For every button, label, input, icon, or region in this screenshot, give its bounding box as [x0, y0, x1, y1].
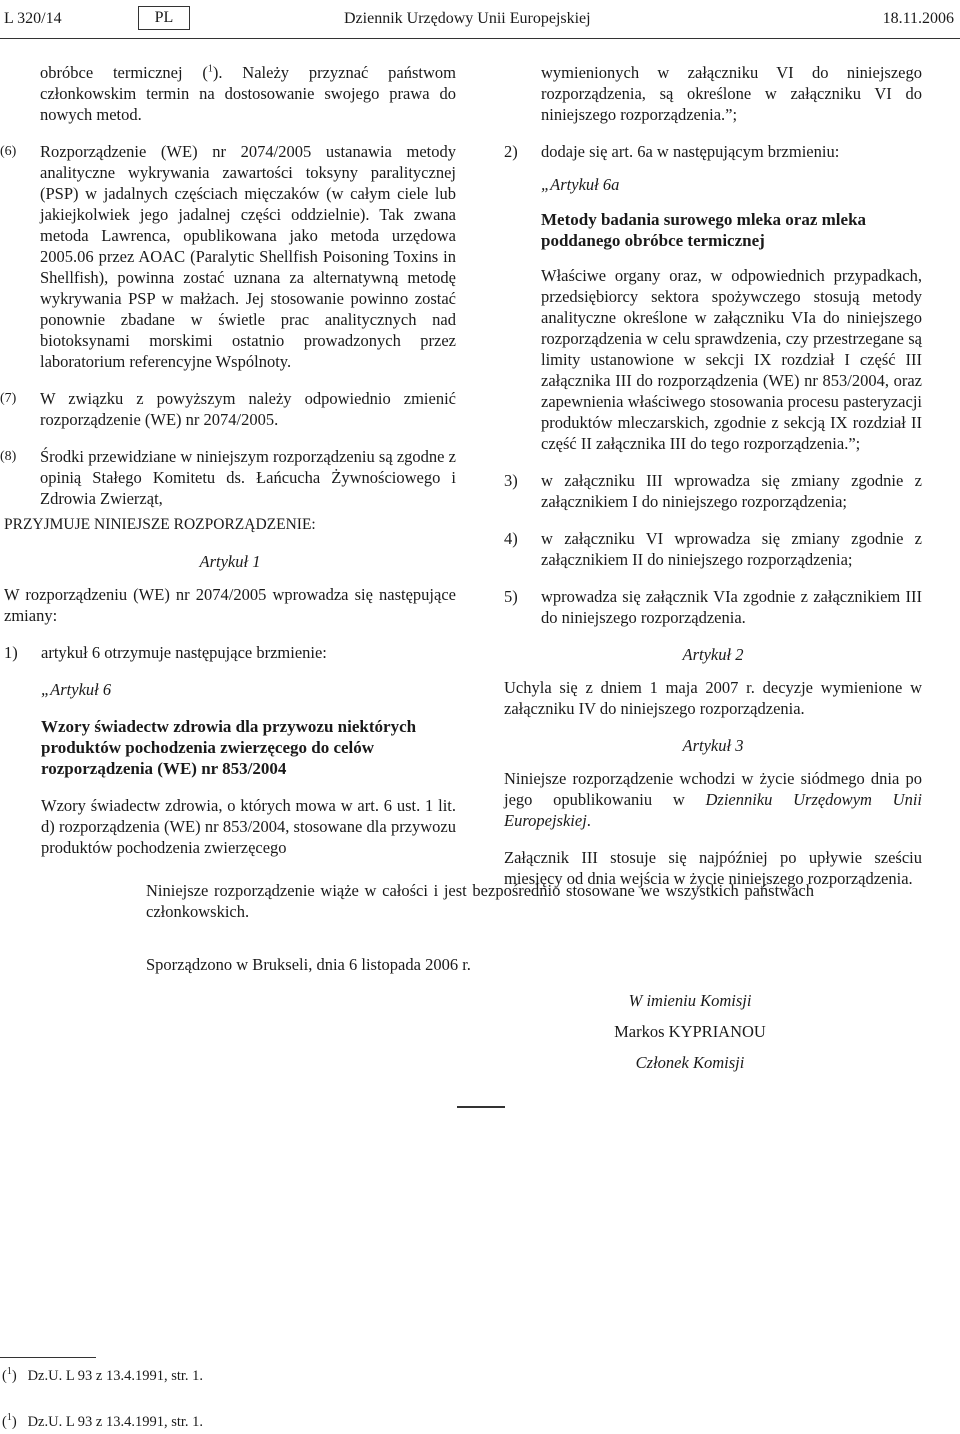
amendment-item-1 — [4, 642, 456, 663]
recital-text: Środki przewidziane w niniejszym rozporządzeniu są zgodne z opinią Stałego Komitetu ds. Łańcucha Żywnościowego i Zdrowia Zwierząt, — [40, 447, 456, 508]
quoted-article-heading: Wzory świadectw zdrowia dla przywozu niektórych produktów pochodzenia zwierzęcego do celów rozporządzenia (WE) nr 853/2004 — [41, 717, 417, 778]
footnote-mark: 1 — [6, 1366, 12, 1378]
place-date-clause — [146, 954, 814, 975]
recital-continuation-text-end: ). Należy przyznać państwom członkowskim termin na dostosowanie swojego prawa do nowych metod. — [40, 63, 456, 124]
publication-date: 18.11.2006 — [882, 10, 954, 27]
amendment-item-4 — [504, 528, 922, 570]
item-number: 3) — [504, 471, 518, 490]
item-text: dodaje się art. 6a w następującym brzmieniu: — [541, 142, 840, 161]
item-number: 1) — [4, 643, 18, 662]
article-2-title: Artykuł 2 — [682, 645, 744, 664]
recital-number: (7) — [0, 391, 17, 406]
item-number: 4) — [504, 529, 518, 548]
article-3-text-b: . — [586, 811, 591, 830]
quoted-article-text: Właściwe organy oraz, w odpowiednich przypadkach, przedsiębiorcy sektora spożywczego stosują metody analityczne określone w załączniku VIa do niniejszego rozporządzenia w celu sprawdzenia, czy przestrzegane są limity ustanowione w sekcji IX rozdział I część III załącznika III do rozporządzenia (WE) nr 853/2004, oraz zapewnienia właściwego stosowania procesu pasteryzacji produktów mleczarskich, zgodnie z sekcją IX rozdział II część II załącznika III do tego rozporządzenia.”; — [541, 266, 922, 453]
footnote-mark: 1 — [6, 1412, 12, 1424]
quoted-article-6a — [504, 174, 922, 454]
footnote-text: Dz.U. L 93 z 13.4.1991, str. 1. — [27, 1368, 204, 1384]
quoted-article-title: „Artykuł 6a — [541, 175, 620, 194]
quoted-article-6-continued — [504, 62, 922, 125]
footnote-marker: 1 — [207, 63, 213, 75]
end-rule — [457, 1106, 505, 1108]
footnote-1: ($^1$) Dz.U. L 93 z 13.4.1991, str. 1. — [2, 1366, 204, 1384]
journal-name: Dzienniku Urzędowym Unii Europejskiej — [504, 790, 922, 830]
item-text: w załączniku VI wprowadza się zmiany zgodnie z załącznikiem II do niniejszego rozporządzenia; — [541, 529, 922, 569]
quoted-article-6 — [4, 679, 456, 858]
item-number: 2) — [504, 142, 518, 161]
signatory-name: Markos KYPRIANOU — [614, 1022, 766, 1041]
binding-clause — [146, 880, 814, 922]
item-number: 5) — [504, 587, 518, 606]
amendment-item-3 — [504, 470, 922, 512]
article-3-title: Artykuł 3 — [682, 736, 744, 755]
header-divider — [0, 38, 960, 39]
adopts-statement: PRZYJMUJE NINIEJSZE ROZPORZĄDZENIE: — [4, 516, 316, 533]
recital-7 — [0, 388, 456, 430]
article-1-intro: W rozporządzeniu (WE) nr 2074/2005 wprowadza się następujące zmiany: — [4, 585, 456, 625]
recital-number: (8) — [0, 449, 17, 464]
item-text: w załączniku III wprowadza się zmiany zgodnie z załącznikiem I do niniejszego rozporządzenia; — [541, 471, 922, 511]
amendment-item-5 — [504, 586, 922, 628]
page-header — [0, 6, 960, 30]
article-3-text-a: Niniejsze rozporządzenie wchodzi w życie siódmego dnia po jego opublikowaniu w — [504, 769, 922, 809]
publication-title: Dziennik Urzędowy Unii Europejskiej — [344, 10, 591, 27]
recital-text: W związku z powyższym należy odpowiednio zmienić rozporządzenie (WE) nr 2074/2005. — [40, 389, 456, 429]
quoted-article-text-continued: wymienionych w załączniku VI do niniejszego rozporządzenia, są określone w załączniku VI do niniejszego rozporządzenia.”; — [541, 63, 922, 124]
footnote-divider — [0, 1357, 96, 1358]
signature-block — [560, 990, 820, 1073]
item-text: artykuł 6 otrzymuje następujące brzmienie: — [41, 643, 327, 662]
article-3-text — [504, 768, 922, 831]
enacting-section — [4, 514, 456, 858]
recital-number: (6) — [0, 144, 17, 159]
right-column — [504, 62, 922, 889]
on-behalf-text: W imieniu Komisji — [628, 991, 752, 1010]
recital-continuation — [40, 62, 456, 125]
journal-reference: L 320/14 — [4, 10, 62, 27]
footnote-text: Dz.U. L 93 z 13.4.1991, str. 1. — [27, 1414, 204, 1430]
quoted-article-text: Wzory świadectw zdrowia, o których mowa w art. 6 ust. 1 lit. d) rozporządzenia (WE) nr 853/2004, stosowane dla przywozu produktów pochodzenia zwierzęcego — [41, 796, 456, 857]
article-3-text-2: Załącznik III stosuje się najpóźniej po upływie sześciu miesięcy od dnia wejścia w życie niniejszego rozporządzenia. — [504, 848, 922, 888]
amendment-item-2 — [504, 141, 922, 162]
language-box: PL — [138, 6, 190, 30]
recital-6 — [0, 141, 456, 372]
footnote-2: ($^1$) Dz.U. L 93 z 13.4.1991, str. 1. — [2, 1412, 204, 1430]
item-text: wprowadza się załącznik VIa zgodnie z załącznikiem III do niniejszego rozporządzenia. — [541, 587, 922, 627]
recital-text: Rozporządzenie (WE) nr 2074/2005 ustanawia metody analityczne wykrywania zawartości toksyny paralitycznej (PSP) w jadalnych częściach mięczaków (w całym ciele lub jakiejkolwiek jego jadalnej części oddzielnie). Tak zwana metoda Lawrenca, opublikowana jako metoda urzędowa 2005.06 przez AOAC (Paralytic Shellfish Poisoning Toxins in Shellfish), powinna zostać uznana za alternatywną metodę wykrywania PSP w małżach. Jej stosowanie powinno zostać ponownie zbadane w świetle prac analitycznych nad biotoksynami morskimi ostatnio prowadzonych przez laboratorium referencyjne Wspólnoty. — [40, 142, 456, 371]
binding-text: Niniejsze rozporządzenie wiąże w całości i jest bezpośrednio stosowane we wszystkich państwach członkowskich. — [146, 881, 814, 921]
article-2-text: Uchyla się z dniem 1 maja 2007 r. decyzje wymienione w załączniku IV do niniejszego rozporządzenia. — [504, 678, 922, 718]
quoted-article-title: „Artykuł 6 — [41, 680, 112, 699]
left-column — [0, 62, 456, 509]
recital-continuation-text: obróbce termicznej ( — [40, 63, 208, 82]
article-1-title: Artykuł 1 — [199, 552, 261, 571]
recital-8 — [0, 446, 456, 509]
signatory-role: Członek Komisji — [635, 1053, 745, 1072]
done-at-text: Sporządzono w Brukseli, dnia 6 listopada 2006 r. — [146, 955, 471, 974]
quoted-article-heading: Metody badania surowego mleka oraz mleka poddanego obróbce termicznej — [541, 210, 867, 250]
